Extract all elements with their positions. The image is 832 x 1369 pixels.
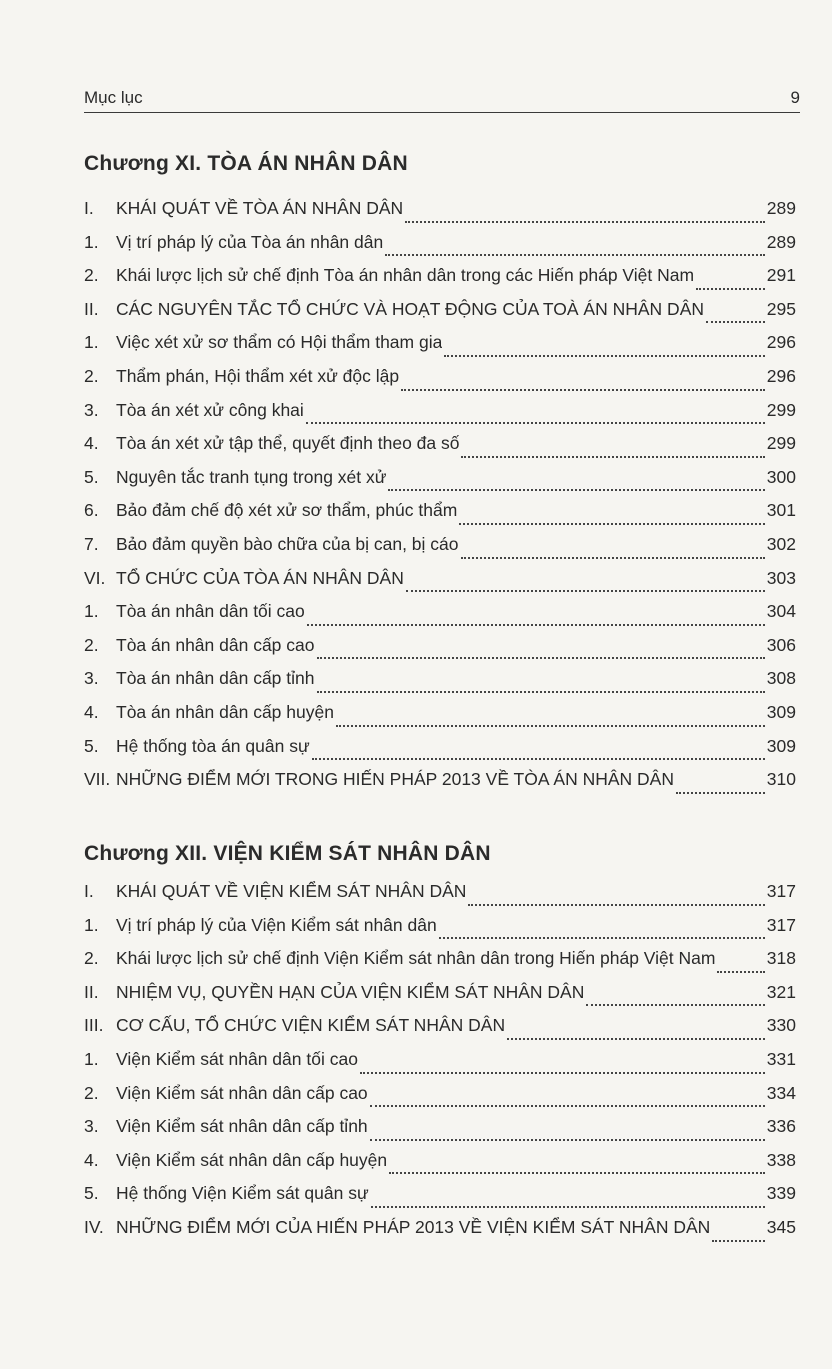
toc-entry <box>84 1116 796 1150</box>
toc-entry-number: 6. <box>84 500 99 521</box>
toc-entry <box>84 534 796 568</box>
toc-entry-title: Việc xét xử sơ thẩm có Hội thẩm tham gia <box>116 332 443 353</box>
toc-entry-title: NHIỆM VỤ, QUYỀN HẠN CỦA VIỆN KIỂM SÁT NHÂN DÂN <box>116 981 585 1002</box>
toc-entry-title: CÁC NGUYÊN TẮC TỔ CHỨC VÀ HOẠT ĐỘNG CỦA TOÀ ÁN NHÂN DÂN <box>116 298 705 319</box>
toc-leader-dots <box>360 1072 765 1074</box>
toc-entry-title: TỔ CHỨC CỦA TÒA ÁN NHÂN DÂN <box>116 567 404 588</box>
toc-leader-dots <box>312 758 765 760</box>
toc-leader-dots <box>370 1105 765 1107</box>
toc-entry-page: 289 <box>766 231 796 252</box>
toc-entry-number: 7. <box>84 533 99 554</box>
toc-entry-page: 306 <box>766 634 796 655</box>
toc-entry-page: 303 <box>766 567 796 588</box>
toc-entry <box>84 1015 796 1049</box>
toc-entry-title: Vị trí pháp lý của Tòa án nhân dân <box>116 231 384 252</box>
toc-entry <box>84 568 796 602</box>
toc-entry-page: 304 <box>766 601 796 622</box>
toc-entry-page: 299 <box>766 399 796 420</box>
toc-leader-dots <box>461 557 765 559</box>
toc-entry <box>84 601 796 635</box>
toc-entry <box>84 299 796 333</box>
toc-entry-title: Viện Kiểm sát nhân dân tối cao <box>116 1048 358 1069</box>
toc-entry-title: NHỮNG ĐIỂM MỚI TRONG HIẾN PHÁP 2013 VỀ TÒA ÁN NHÂN DÂN <box>116 769 674 790</box>
toc-entry <box>84 232 796 266</box>
toc-entry-number: 3. <box>84 1116 99 1137</box>
toc-entry-number: 1. <box>84 914 99 935</box>
toc-entry-page: 309 <box>766 735 796 756</box>
toc-entry-title: KHÁI QUÁT VỀ VIỆN KIỂM SÁT NHÂN DÂN <box>116 881 467 901</box>
toc-leader-dots <box>370 1139 765 1141</box>
toc-entry <box>84 400 796 434</box>
chapter-12-title: Chương XII. VIỆN KIỂM SÁT NHÂN DÂN <box>84 842 491 865</box>
toc-entry-title: Khái lược lịch sử chế định Tòa án nhân dân trong các Hiến pháp Việt Nam <box>116 265 695 286</box>
toc-entry-title: Tòa án xét xử tập thể, quyết định theo đa số <box>116 433 460 454</box>
toc-entry <box>84 1049 796 1083</box>
toc-entry-page: 338 <box>766 1149 796 1170</box>
toc-entry-number: 2. <box>84 948 99 969</box>
toc-entry-number: II. <box>84 298 99 319</box>
toc-entry-number: II. <box>84 981 99 1002</box>
toc-entry-number: 5. <box>84 735 99 756</box>
toc-leader-dots <box>306 422 765 424</box>
toc-entry <box>84 769 796 803</box>
toc-entry-number: 1. <box>84 601 99 622</box>
toc-leader-dots <box>385 254 765 256</box>
toc-entry <box>84 881 796 915</box>
toc-entry-title: Viện Kiểm sát nhân dân cấp tỉnh <box>116 1116 368 1137</box>
toc-entry <box>84 1083 796 1117</box>
toc-entry-title: Bảo đảm quyền bào chữa của bị can, bị cáo <box>116 533 459 554</box>
toc-entry-page: 310 <box>766 769 796 790</box>
toc-entry-number: 5. <box>84 466 99 487</box>
toc-leader-dots <box>468 904 764 906</box>
toc-entry-number: I. <box>84 881 94 901</box>
toc-leader-dots <box>444 355 764 357</box>
toc-entry-title: Tòa án nhân dân cấp huyện <box>116 701 334 722</box>
toc-entry-number: 3. <box>84 668 99 689</box>
toc-leader-dots <box>405 221 765 223</box>
toc-entry <box>84 668 796 702</box>
chapter-11-title: Chương XI. TÒA ÁN NHÂN DÂN <box>84 152 408 175</box>
toc-leader-dots <box>401 389 765 391</box>
toc-leader-dots <box>712 1240 764 1242</box>
chapter-12-toc <box>84 881 796 1251</box>
toc-leader-dots <box>717 971 764 973</box>
toc-entry-page: 336 <box>766 1116 796 1137</box>
toc-entry-number: 4. <box>84 433 99 454</box>
toc-leader-dots <box>461 456 764 458</box>
page-header <box>84 86 800 113</box>
toc-entry <box>84 467 796 501</box>
toc-entry <box>84 366 796 400</box>
toc-leader-dots <box>507 1038 765 1040</box>
toc-leader-dots <box>459 523 765 525</box>
toc-leader-dots <box>336 725 765 727</box>
toc-entry-number: 4. <box>84 701 99 722</box>
toc-entry <box>84 198 796 232</box>
toc-entry-page: 317 <box>766 914 796 935</box>
toc-leader-dots <box>406 590 765 592</box>
toc-entry <box>84 1183 796 1217</box>
toc-entry <box>84 332 796 366</box>
toc-entry <box>84 1217 796 1251</box>
toc-entry <box>84 500 796 534</box>
toc-entry <box>84 702 796 736</box>
toc-entry-number: 1. <box>84 332 99 353</box>
toc-entry-number: 3. <box>84 399 99 420</box>
toc-entry-page: 296 <box>766 332 796 353</box>
toc-entry <box>84 736 796 770</box>
toc-entry-page: 317 <box>766 881 796 901</box>
toc-entry-title: Tòa án nhân dân cấp tỉnh <box>116 668 315 689</box>
toc-entry-number: IV. <box>84 1216 104 1237</box>
header-section-title: Mục lục <box>84 88 143 107</box>
toc-entry-title: Hệ thống tòa án quân sự <box>116 735 310 756</box>
toc-entry-title: Thẩm phán, Hội thẩm xét xử độc lập <box>116 365 400 386</box>
toc-entry-number: VII. <box>84 769 111 790</box>
toc-leader-dots <box>317 691 765 693</box>
toc-entry-title: Khái lược lịch sử chế định Viện Kiểm sát nhân dân trong Hiến pháp Việt Nam <box>116 948 716 969</box>
toc-entry-number: 1. <box>84 1048 99 1069</box>
toc-entry-number: 2. <box>84 1082 99 1103</box>
toc-entry-page: 295 <box>766 298 796 319</box>
toc-entry-number: 2. <box>84 365 99 386</box>
toc-leader-dots <box>371 1206 765 1208</box>
toc-leader-dots <box>696 288 765 290</box>
toc-entry-title: Viện Kiểm sát nhân dân cấp cao <box>116 1082 368 1103</box>
toc-leader-dots <box>676 792 765 794</box>
toc-entry-page: 330 <box>766 1015 796 1036</box>
toc-entry-page: 300 <box>766 466 796 487</box>
toc-leader-dots <box>307 624 765 626</box>
toc-entry-title: KHÁI QUÁT VỀ TÒA ÁN NHÂN DÂN <box>116 198 404 218</box>
toc-entry-number: I. <box>84 198 94 218</box>
toc-entry-title: Tòa án nhân dân tối cao <box>116 601 305 622</box>
toc-entry <box>84 948 796 982</box>
toc-entry-page: 345 <box>766 1216 796 1237</box>
toc-entry-page: 339 <box>766 1183 796 1204</box>
toc-entry-page: 331 <box>766 1048 796 1069</box>
toc-entry-page: 299 <box>766 433 796 454</box>
toc-entry <box>84 635 796 669</box>
toc-entry-title: Tòa án nhân dân cấp cao <box>116 634 315 655</box>
toc-entry-title: Viện Kiểm sát nhân dân cấp huyện <box>116 1149 388 1170</box>
toc-entry-title: NHỮNG ĐIỂM MỚI CỦA HIẾN PHÁP 2013 VỀ VIỆN KIỂM SÁT NHÂN DÂN <box>116 1216 711 1237</box>
chapter-11-toc <box>84 198 796 803</box>
toc-entry-number: 5. <box>84 1183 99 1204</box>
toc-entry-page: 309 <box>766 701 796 722</box>
toc-entry-title: CƠ CẤU, TỔ CHỨC VIỆN KIỂM SÁT NHÂN DÂN <box>116 1015 506 1036</box>
toc-leader-dots <box>439 937 765 939</box>
toc-entry-number: 2. <box>84 634 99 655</box>
toc-entry <box>84 265 796 299</box>
header-page-number: 9 <box>790 88 800 107</box>
toc-entry-number: VI. <box>84 567 106 588</box>
toc-entry-title: Bảo đảm chế độ xét xử sơ thẩm, phúc thẩm <box>116 500 458 521</box>
toc-entry-number: 2. <box>84 265 99 286</box>
toc-leader-dots <box>706 321 765 323</box>
toc-entry-title: Tòa án xét xử công khai <box>116 399 304 420</box>
toc-entry-title: Hệ thống Viện Kiểm sát quân sự <box>116 1183 369 1204</box>
toc-entry-page: 291 <box>766 265 796 286</box>
toc-entry-page: 334 <box>766 1082 796 1103</box>
toc-entry-page: 318 <box>766 948 796 969</box>
toc-leader-dots <box>586 1004 764 1006</box>
toc-leader-dots <box>389 1172 765 1174</box>
toc-entry <box>84 982 796 1016</box>
toc-entry-page: 302 <box>766 533 796 554</box>
toc-leader-dots <box>317 657 765 659</box>
toc-entry <box>84 1150 796 1184</box>
toc-entry-page: 308 <box>766 668 796 689</box>
toc-entry <box>84 433 796 467</box>
toc-entry-page: 321 <box>766 981 796 1002</box>
toc-leader-dots <box>388 489 764 491</box>
toc-entry-page: 301 <box>766 500 796 521</box>
toc-entry-page: 289 <box>766 198 796 218</box>
toc-entry-title: Vị trí pháp lý của Viện Kiểm sát nhân dân <box>116 914 437 935</box>
toc-entry-number: 1. <box>84 231 99 252</box>
toc-entry <box>84 915 796 949</box>
toc-entry-number: III. <box>84 1015 104 1036</box>
toc-entry-page: 296 <box>766 365 796 386</box>
toc-entry-title: Nguyên tắc tranh tụng trong xét xử <box>116 466 387 487</box>
toc-entry-number: 4. <box>84 1149 99 1170</box>
